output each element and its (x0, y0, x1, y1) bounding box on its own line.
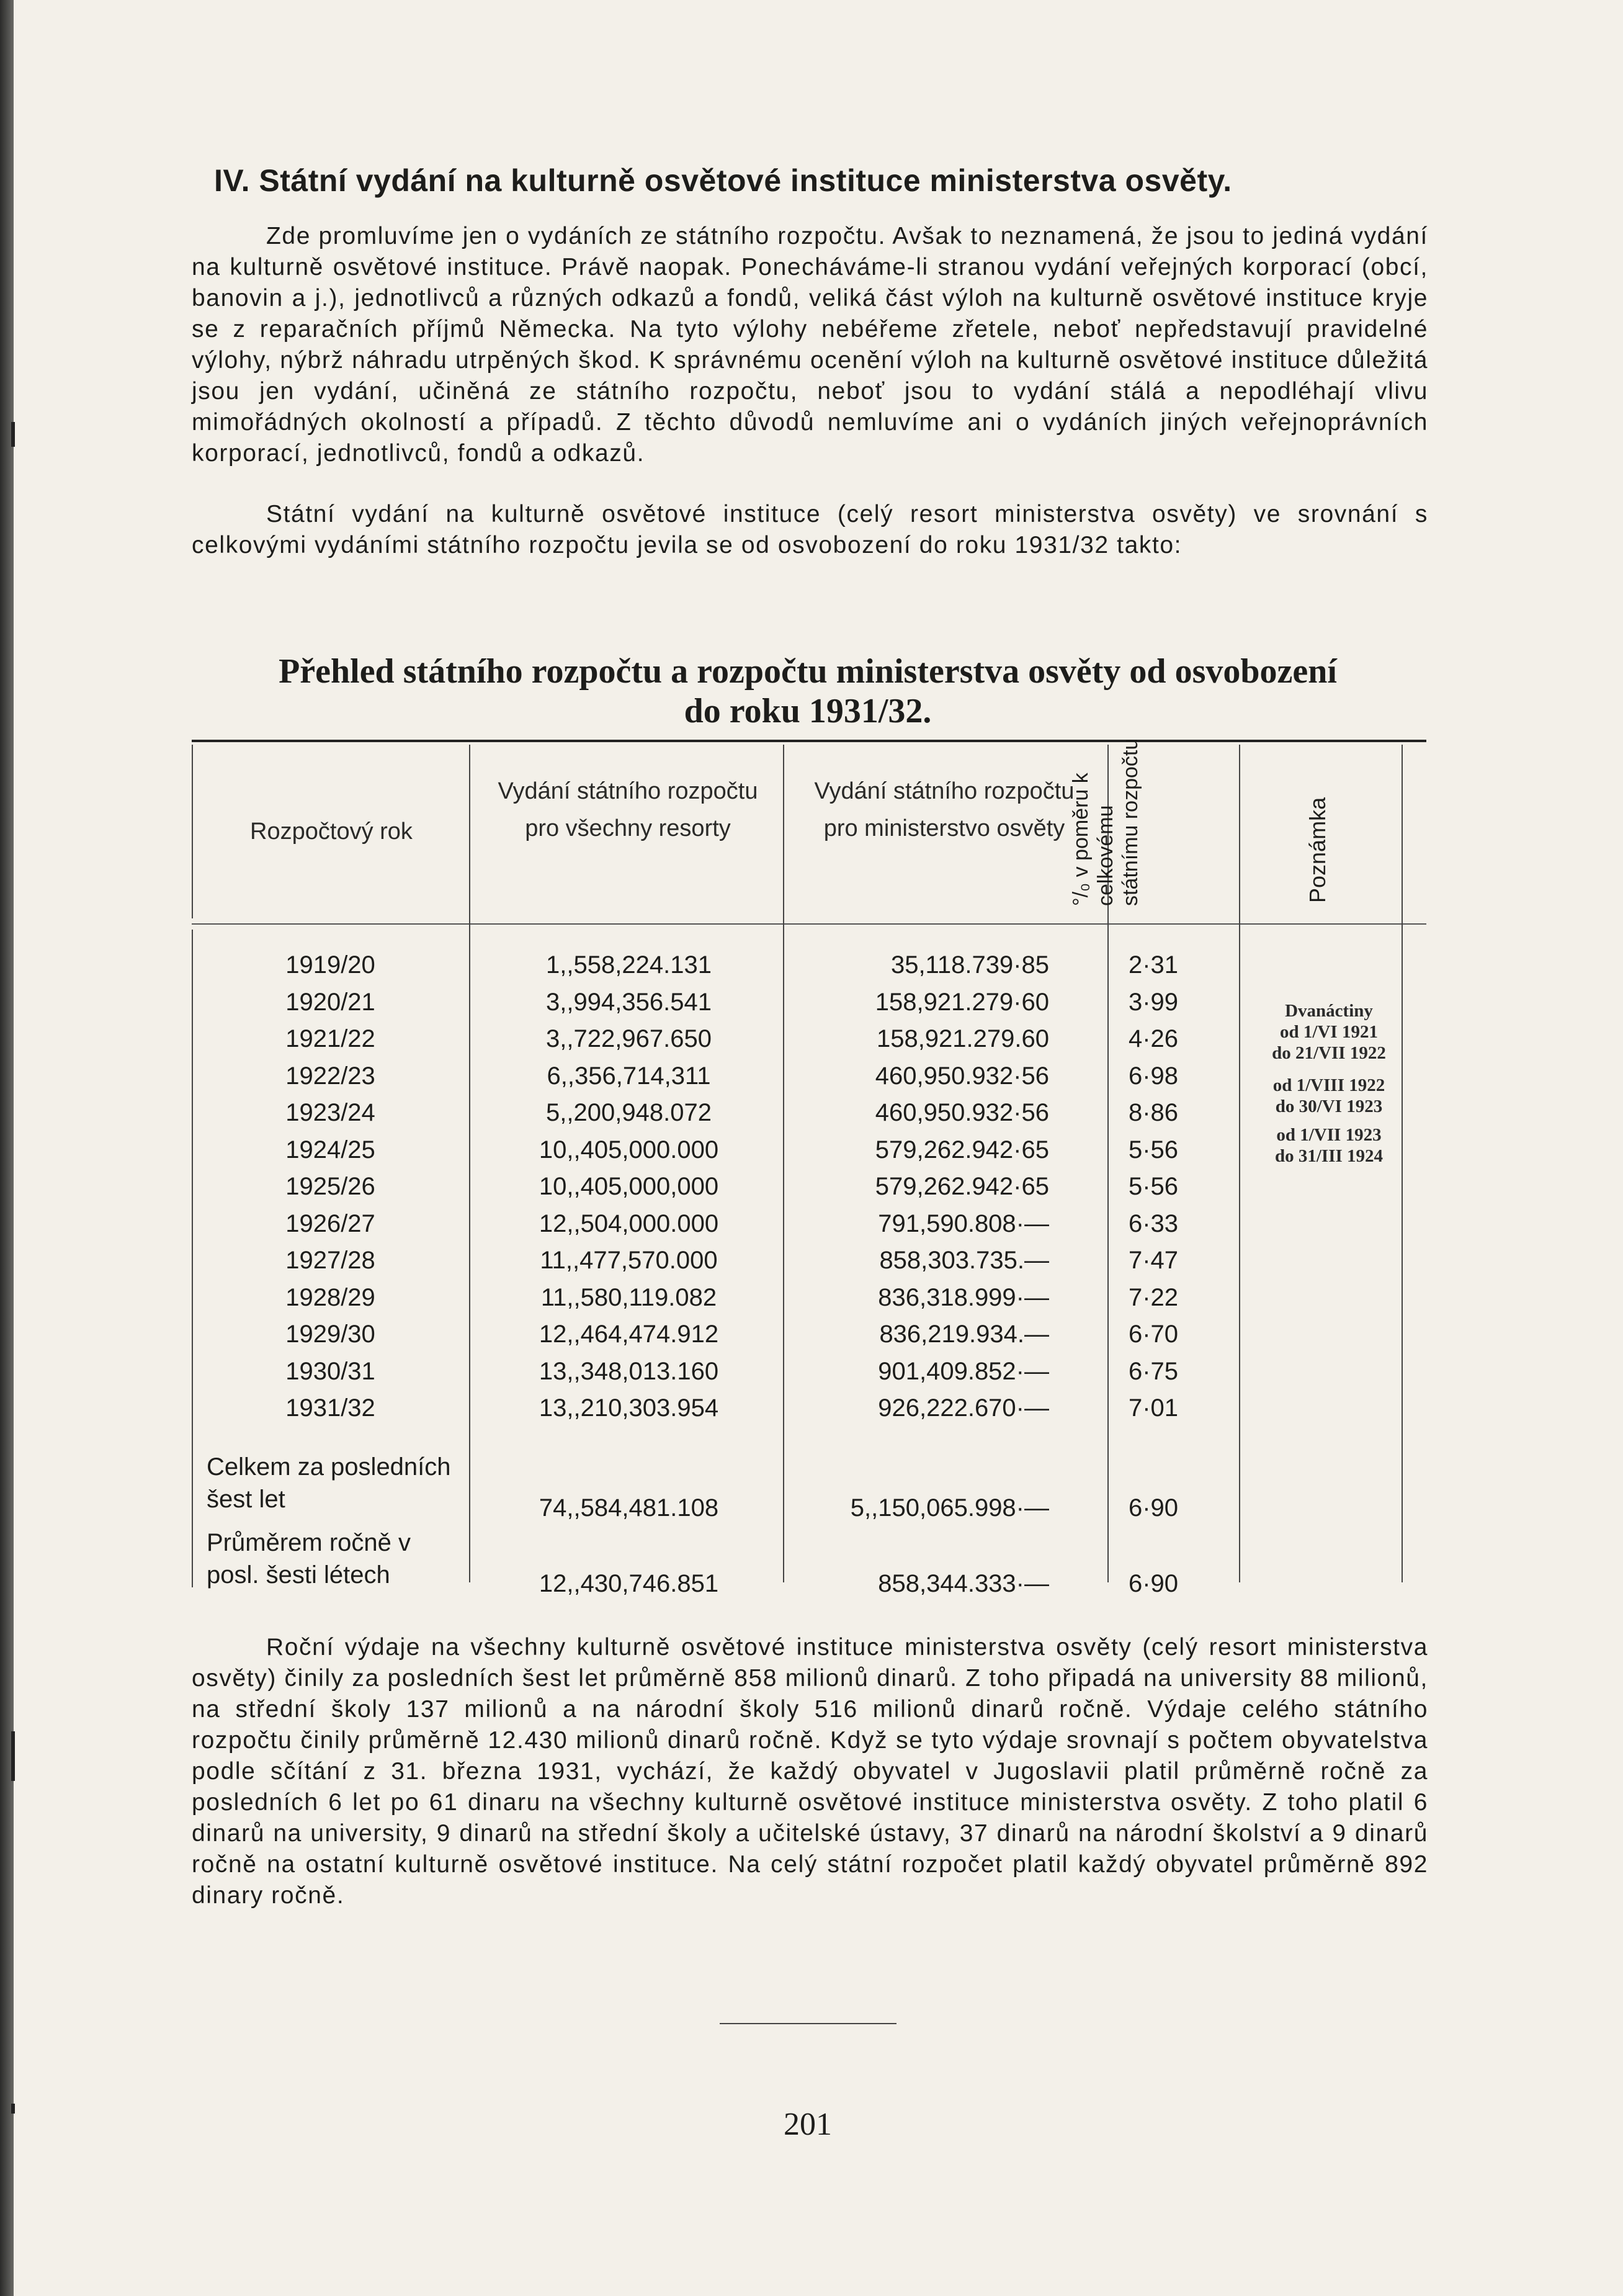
total-cell: 10,,405,000.000 (539, 1136, 719, 1164)
section-heading: IV. Státní vydání na kulturně osvětové instituce ministerstva osvěty. (214, 163, 1232, 198)
total-cell: 5,,200,948.072 (546, 1099, 712, 1126)
percent-cell: 7·22 (1128, 1284, 1179, 1311)
header-year: Rozpočtový rok (250, 818, 413, 845)
note-line: do 31/III 1924 (1274, 1146, 1384, 1166)
summary-total-value: 74,,584,481.108 (539, 1494, 719, 1522)
percent-cell: 6·98 (1128, 1062, 1179, 1090)
note-line: do 30/VI 1923 (1275, 1096, 1383, 1116)
year-cell: 1925/26 (285, 1173, 375, 1200)
table-row (192, 984, 1426, 1021)
note-line: od 1/VI 1921 (1280, 1022, 1378, 1042)
note-line: od 1/VII 1923 (1276, 1125, 1382, 1145)
header-note: Poznámka (1305, 797, 1330, 903)
percent-cell: 6·75 (1128, 1358, 1179, 1385)
margin-mark (11, 2104, 15, 2114)
note-1922-1923 (1251, 1075, 1406, 1117)
table-row (192, 1021, 1426, 1057)
table-header-rule (192, 923, 1426, 925)
percent-cell: 8·86 (1128, 1099, 1179, 1126)
summary-ministry-value: 858,344.333·— (878, 1570, 1049, 1597)
book-spine-shadow (0, 0, 14, 2296)
summary-label: Průměrem ročně v posl. šesti létech (207, 1529, 411, 1589)
total-cell: 12,,504,000.000 (539, 1210, 719, 1237)
year-cell: 1922/23 (285, 1062, 375, 1090)
year-cell: 1929/30 (285, 1321, 375, 1348)
table-row (192, 1206, 1426, 1242)
total-cell: 1,,558,224.131 (546, 951, 712, 979)
table-title-line-1: Přehled státního rozpočtu a rozpočtu ministerstva osvěty od osvobození (279, 652, 1337, 691)
summary-label: Celkem za posledních šest let (207, 1453, 451, 1513)
note-line: od 1/VIII 1922 (1272, 1075, 1385, 1095)
year-cell: 1931/32 (285, 1394, 375, 1422)
summary-percent-value: 6·90 (1128, 1494, 1179, 1522)
total-cell: 3,,994,356.541 (546, 989, 712, 1016)
table-row (192, 1242, 1426, 1279)
column-rule (192, 745, 193, 918)
comparison-paragraph: Státní vydání na kulturně osvětové instituce (celý resort ministerstva osvěty) ve srovnání s celkovými vydáními státního rozpočtu jevila se od osvobození do roku 1931/32 takto: (192, 501, 1428, 558)
total-cell: 12,,464,474.912 (539, 1321, 719, 1348)
table-title-line-2: do roku 1931/32. (684, 692, 932, 730)
header-total: Vydání státního rozpočtu pro všechny resorty (498, 778, 758, 841)
ministry-cell: 836,219.934.— (879, 1321, 1049, 1348)
percent-cell: 6·70 (1128, 1321, 1179, 1348)
header-percent: °/₀ v poměru k celkovému státnímu rozpočtu (1069, 738, 1142, 906)
ministry-cell: 791,590.808·— (878, 1210, 1049, 1237)
year-cell: 1928/29 (285, 1284, 375, 1311)
percent-cell: 4·26 (1128, 1025, 1179, 1052)
year-cell: 1923/24 (285, 1099, 375, 1126)
year-cell: 1926/27 (285, 1210, 375, 1237)
table-row (192, 1280, 1426, 1316)
percent-cell: 2·31 (1128, 951, 1179, 979)
summary-percent-value: 6·90 (1128, 1570, 1179, 1597)
table-row (192, 1058, 1426, 1095)
ministry-cell: 460,950.932·56 (875, 1099, 1049, 1126)
margin-mark (11, 1731, 15, 1781)
percent-cell: 7·47 (1128, 1247, 1179, 1274)
ministry-cell: 901,409.852·— (878, 1358, 1049, 1385)
note-line: do 21/VII 1922 (1272, 1043, 1386, 1063)
table-top-rule (192, 740, 1426, 742)
table-row (192, 947, 1426, 984)
total-cell: 13,,348,013.160 (539, 1358, 719, 1385)
year-cell: 1921/22 (285, 1025, 375, 1052)
table-row (192, 1353, 1426, 1390)
total-cell: 3,,722,967.650 (546, 1025, 712, 1052)
percent-cell: 5·56 (1128, 1136, 1179, 1164)
year-cell: 1920/21 (285, 989, 375, 1016)
table-row (192, 1316, 1426, 1353)
year-cell: 1927/28 (285, 1247, 375, 1274)
total-cell: 11,,580,119.082 (540, 1284, 717, 1311)
total-cell: 13,,210,303.954 (539, 1394, 719, 1422)
note-line: Dvanáctiny (1285, 1001, 1373, 1021)
ministry-cell: 579,262.942·65 (875, 1173, 1049, 1200)
document-page (14, 0, 1623, 2296)
summary-paragraph: Roční výdaje na všechny kulturně osvětové instituce ministerstva osvěty (celý resort ministerstva osvěty) činily za posledních šest let průměrně 858 milionů dinarů. Z toho připadá na university 88 milionů, na střední školy 137 milionů a na národní školy 516 milionů dinarů ročně. Výdaje celého státního rozpočtu činily průměrně 12.430 milionů dinarů ročně. Když se tyto výdaje srovnají s počtem obyvatelstva podle sčítání z 31. března 1931, vychází, že každý obyvatel v Jugoslavii platil průměrně ročně za posledních 6 let po 61 dinaru na všechny kulturně osvětové instituce ministerstva osvěty. Z toho platil 6 dinarů na university, 9 dinarů na střední školy a učitelské ústavy, 37 dinarů na národní školství a 9 dinarů ročně na ostatní kulturně osvětové instituce. Na celý státní rozpočet platil každý obyvatel průměrně 892 dinary ročně. (192, 1634, 1428, 1909)
percent-cell: 3·99 (1128, 989, 1179, 1016)
intro-paragraph: Zde promluvíme jen o vydáních ze státního rozpočtu. Avšak to neznamená, že jsou to jediná vydání na kulturně osvětové instituce. Právě naopak. Ponecháváme-li stranou vydání veřejných korporací (obcí, banovin a j.), jednotlivců a různých odkazů a fondů, veliká část výloh na kulturně osvětové instituce kryje se z reparačních příjmů Německa. Na tyto výlohy nebéřeme zřetele, neboť nepředstavují pravidelné výlohy, nýbrž náhradu utrpěných škod. K správnému ocenění výloh na kulturně osvětové instituce důležitá jsou jen vydání, učiněná ze státního rozpočtu, neboť jsou to vydání stálá a nepodléhají vlivu mimořádných okolností a případů. Z těchto důvodů nemluvíme ani o vydáních jiných veřejnoprávních korporací, jednotlivců, fondů a odkazů. (192, 223, 1428, 467)
table-row (192, 1168, 1426, 1205)
percent-cell: 6·33 (1128, 1210, 1179, 1237)
summary-ministry-value: 5,,150,065.998·— (850, 1494, 1049, 1522)
header-ministry: Vydání státního rozpočtu pro ministerstvo osvěty (814, 778, 1075, 841)
ministry-cell: 158,921.279.60 (876, 1025, 1049, 1052)
year-cell: 1924/25 (285, 1136, 375, 1164)
note-1923-1924 (1251, 1124, 1406, 1167)
percent-cell: 7·01 (1128, 1394, 1179, 1422)
ministry-cell: 836,318.999·— (878, 1284, 1049, 1311)
table-row (192, 1095, 1426, 1131)
year-cell: 1919/20 (285, 951, 375, 979)
summary-total-value: 12,,430,746.851 (539, 1570, 719, 1597)
ministry-cell: 858,303.735.— (879, 1247, 1049, 1274)
total-cell: 11,,477,570.000 (540, 1247, 718, 1274)
percent-cell: 5·56 (1128, 1173, 1179, 1200)
margin-mark (11, 422, 15, 447)
ministry-cell: 579,262.942·65 (875, 1136, 1049, 1164)
page-number: 201 (784, 2107, 832, 2142)
ministry-cell: 35,118.739·85 (890, 951, 1049, 979)
year-cell: 1930/31 (285, 1358, 375, 1385)
table-row (192, 1132, 1426, 1168)
ministry-cell: 926,222.670·— (878, 1394, 1049, 1422)
table-title (163, 652, 1453, 731)
summary-row-average (192, 1527, 1426, 1601)
ministry-cell: 158,921.279·60 (875, 989, 1049, 1016)
note-twelfths-1921 (1251, 1000, 1406, 1064)
footer-rule (720, 2023, 896, 2024)
table-row (192, 1390, 1426, 1427)
total-cell: 10,,405,000,000 (539, 1173, 719, 1200)
total-cell: 6,,356,714,311 (547, 1062, 711, 1090)
ministry-cell: 460,950.932·56 (875, 1062, 1049, 1090)
summary-row-total (192, 1451, 1426, 1525)
